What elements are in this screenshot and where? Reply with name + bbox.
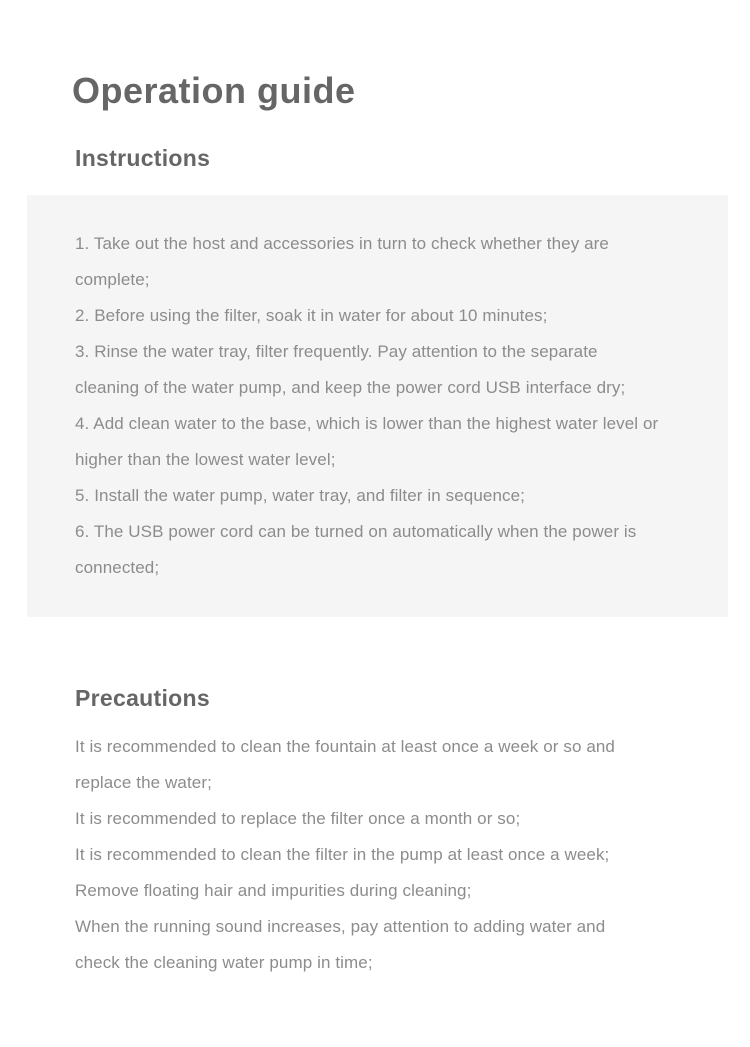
instruction-line: 5. Install the water pump, water tray, and filter in sequence;	[75, 486, 526, 505]
instruction-line: 1. Take out the host and accessories in turn to check whether they are	[75, 234, 609, 253]
instructions-panel	[27, 195, 728, 617]
precaution-line: It is recommended to clean the fountain at least once a week or so and	[75, 737, 615, 756]
instruction-line: 6. The USB power cord can be turned on automatically when the power is	[75, 522, 637, 541]
precaution-line: When the running sound increases, pay attention to adding water and	[75, 917, 606, 936]
instruction-line: connected;	[75, 558, 160, 577]
page-title: Operation guide	[72, 70, 356, 112]
precaution-line: check the cleaning water pump in time;	[75, 953, 373, 972]
instruction-line: 4. Add clean water to the base, which is lower than the highest water level or	[75, 414, 659, 433]
instruction-line: 3. Rinse the water tray, filter frequently. Pay attention to the separate	[75, 342, 598, 361]
section-heading-instructions: Instructions	[75, 145, 211, 172]
precautions-text-block	[75, 729, 735, 981]
section-heading-precautions: Precautions	[75, 685, 210, 712]
precaution-line: It is recommended to replace the filter once a month or so;	[75, 809, 521, 828]
instruction-line: complete;	[75, 270, 150, 289]
instruction-line: higher than the lowest water level;	[75, 450, 336, 469]
precaution-line: It is recommended to clean the filter in the pump at least once a week;	[75, 845, 610, 864]
precaution-line: replace the water;	[75, 773, 212, 792]
instruction-line: cleaning of the water pump, and keep the power cord USB interface dry;	[75, 378, 626, 397]
instruction-line: 2. Before using the filter, soak it in water for about 10 minutes;	[75, 306, 548, 325]
precaution-line: Remove floating hair and impurities during cleaning;	[75, 881, 472, 900]
